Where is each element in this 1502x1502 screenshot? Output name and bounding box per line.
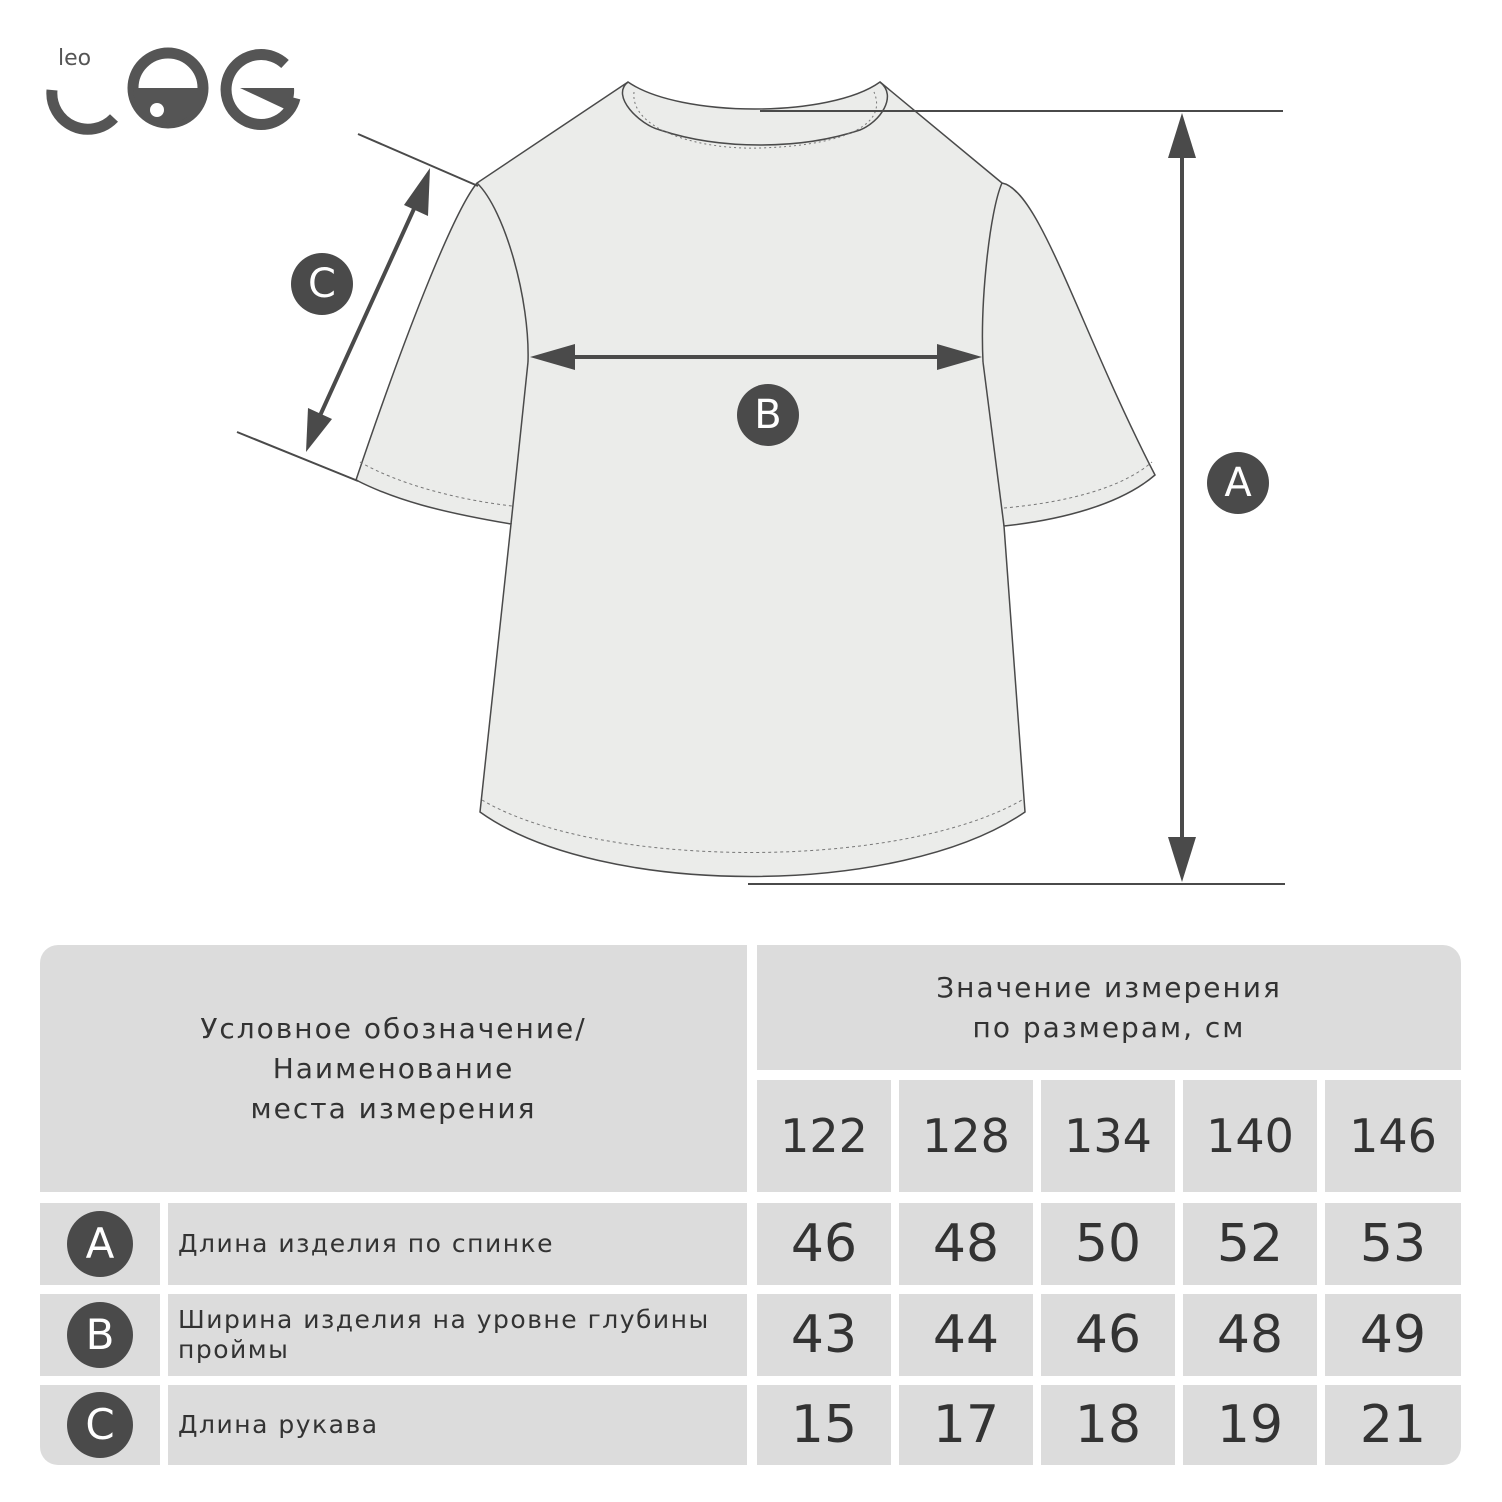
size-cell-122: 122 [757, 1080, 891, 1192]
header-left-line-3: места измерения [250, 1091, 537, 1125]
marker-c-table: C [67, 1392, 133, 1458]
size-cell-146: 146 [1325, 1080, 1461, 1192]
row-c-marker-cell [40, 1385, 160, 1465]
logo-small-text: leo [58, 46, 92, 71]
marker-c-diagram: C [291, 253, 353, 315]
row-a-value-146: 53 [1325, 1203, 1461, 1285]
header-right-line-1: Значение измерения [936, 970, 1282, 1004]
row-a-value-134: 50 [1041, 1203, 1175, 1285]
marker-a-table: A [67, 1211, 133, 1277]
header-left-line-2: Наименование [272, 1051, 515, 1085]
row-b-value-134: 46 [1041, 1294, 1175, 1376]
row-c-value-122: 15 [757, 1385, 891, 1465]
size-cell-128: 128 [899, 1080, 1033, 1192]
row-c-value-146: 21 [1325, 1385, 1461, 1465]
row-b-value-128: 44 [899, 1294, 1033, 1376]
header-right-cell [757, 945, 1461, 1070]
row-a-value-128: 48 [899, 1203, 1033, 1285]
row-a-name: Длина изделия по спинке [168, 1203, 747, 1285]
header-left-line-1: Условное обозначение/ [200, 1011, 587, 1045]
row-a-value-140: 52 [1183, 1203, 1317, 1285]
row-b-marker-cell [40, 1294, 160, 1376]
tshirt-outline [356, 82, 1155, 877]
header-right-line-2: по размерам, см [972, 1010, 1246, 1044]
marker-b-table: B [67, 1302, 133, 1368]
size-cell-140: 140 [1183, 1080, 1317, 1192]
row-b-value-140: 48 [1183, 1294, 1317, 1376]
row-c-value-134: 18 [1041, 1385, 1175, 1465]
row-b-value-122: 43 [757, 1294, 891, 1376]
row-a-marker-cell [40, 1203, 160, 1285]
row-c-value-140: 19 [1183, 1385, 1317, 1465]
size-cell-134: 134 [1041, 1080, 1175, 1192]
header-left-cell [40, 945, 747, 1192]
row-b-value-146: 49 [1325, 1294, 1461, 1376]
row-a-value-122: 46 [757, 1203, 891, 1285]
marker-a-diagram: A [1207, 452, 1269, 514]
row-c-name: Длина рукава [168, 1385, 747, 1465]
row-c-value-128: 17 [899, 1385, 1033, 1465]
row-b-name: Ширина изделия на уровне глубины проймы [168, 1294, 747, 1376]
marker-b-diagram: B [737, 384, 799, 446]
